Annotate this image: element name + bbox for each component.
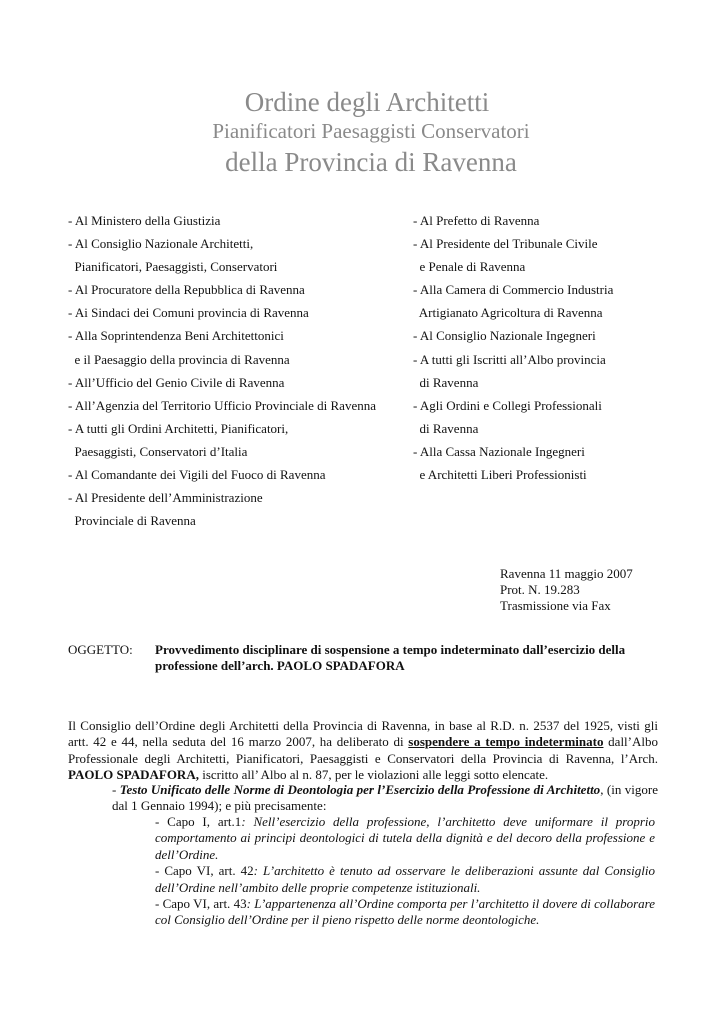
recipient-line: e Architetti Liberi Professionisti: [413, 467, 587, 483]
article-text: : Nell’esercizio della professione, l’architetto deve uniformare il proprio comportamento ai principi deontologici di tutela della dignità e del decoro della professione e dell’Ordine.: [155, 814, 656, 862]
recipient-line: e il Paesaggio della provincia di Ravenna: [68, 351, 290, 367]
regulation-reference: [112, 782, 658, 815]
recipient-line: - Al Prefetto di Ravenna: [413, 213, 540, 228]
letterhead-line-3: della Provincia di Ravenna: [225, 147, 517, 177]
letterhead-line-2: Pianificatori Paesaggisti Conservatori: [212, 119, 530, 143]
regulation-title: Testo Unificato delle Norme di Deontologia per l’Esercizio della Professione di Architetto: [119, 782, 601, 797]
body-text-part: dall’Albo Professionale degli Architetti, Pianificatori, Paesaggisti e Conservatori della Provincia di Ravenna, l’Arch.: [68, 734, 659, 766]
recipient-line: di Ravenna: [413, 420, 479, 436]
regulation-dash: -: [112, 782, 120, 797]
letterhead: [0, 86, 724, 179]
article-ref: - Capo VI, art. 43: [155, 896, 247, 912]
recipient-line: - Al Consiglio Nazionale Architetti,: [68, 236, 254, 252]
recipient-line: Pianificatori, Paesaggisti, Conservatori: [68, 259, 278, 275]
recipient-line: - Al Consiglio Nazionale Ingegneri: [413, 328, 596, 344]
recipient-line: - Al Comandante dei Vigili del Fuoco di Ravenna: [68, 467, 326, 483]
transmission-mode: Trasmissione via Fax: [500, 598, 611, 613]
recipient-line: - A tutti gli Iscritti all’Albo provincia: [413, 351, 606, 367]
body-emphasis: sospendere a tempo indeterminato: [408, 734, 604, 750]
recipient-line: - Al Presidente dell’Amministrazione: [68, 490, 263, 506]
body-paragraph: [68, 718, 658, 784]
recipient-line: - Alla Cassa Nazionale Ingegneri: [413, 443, 585, 459]
recipient-line: - A tutti gli Ordini Architetti, Pianificatori,: [68, 420, 289, 436]
recipient-line: di Ravenna: [413, 374, 479, 390]
protocol-number: Prot. N. 19.283: [500, 582, 580, 597]
recipients-left-column: [68, 209, 408, 532]
date-block: [500, 566, 633, 614]
recipient-line: - Alla Camera di Commercio Industria: [413, 282, 614, 298]
recipient-line: - Al Ministero della Giustizia: [68, 213, 221, 228]
recipient-line: - Alla Soprintendenza Beni Architettonici: [68, 328, 284, 344]
article-item: [155, 896, 655, 929]
place-date: Ravenna 11 maggio 2007: [500, 566, 633, 581]
recipient-line: Provinciale di Ravenna: [68, 513, 196, 529]
article-ref: - Capo I, art.1: [155, 814, 242, 829]
article-text: : L’architetto è tenuto ad osservare le deliberazioni assunte dal Consiglio dell’Ordine nell’ambito delle proprie competenze istituzionali.: [155, 863, 655, 895]
article-item: [155, 814, 655, 863]
recipient-line: Artigianato Agricoltura di Ravenna: [413, 305, 603, 321]
body-text-part: Il Consiglio dell’Ordine degli Architetti della Provincia di Ravenna, in base al R.D. n. 2537 del 1925, visti gli artt. 42 e 44, nella seduta del 16 marzo 2007, ha deliberato di: [68, 718, 658, 750]
recipient-line: - All’Agenzia del Territorio Ufficio Provinciale di Ravenna: [68, 397, 376, 413]
article-ref: - Capo VI, art. 42: [155, 863, 254, 879]
recipient-line: - Agli Ordini e Collegi Professionali: [413, 397, 602, 413]
regulation-rest: , (in vigore dal 1 Gennaio 1994); e più precisamente:: [112, 782, 658, 814]
letterhead-line-1: Ordine degli Architetti: [244, 87, 490, 117]
recipient-line: - Al Procuratore della Repubblica di Ravenna: [68, 282, 305, 298]
recipient-line: - All’Ufficio del Genio Civile di Ravenna: [68, 374, 285, 390]
recipient-line: Paesaggisti, Conservatori d’Italia: [68, 443, 248, 459]
article-text: : L’appartenenza all’Ordine comporta per l’architetto il dovere di collaborare col Consiglio dell’Ordine per il pieno rispetto delle norme deontologiche.: [155, 896, 655, 928]
recipient-line: - Al Presidente del Tribunale Civile: [413, 236, 598, 252]
architect-name: PAOLO SPADAFORA,: [68, 767, 199, 783]
subject-text: Provvedimento disciplinare di sospensione a tempo indeterminato dall’esercizio della professione dell’arch. PAOLO SPADAFORA: [155, 642, 626, 673]
body-text-part: iscritto all’ Albo al n. 87, per le violazioni alle leggi sotto elencate.: [198, 767, 549, 783]
subject-label: OGGETTO:: [68, 642, 133, 657]
recipients-right-column: [413, 209, 713, 486]
recipient-line: - Ai Sindaci dei Comuni provincia di Ravenna: [68, 305, 309, 321]
article-list: [155, 814, 655, 929]
recipient-line: e Penale di Ravenna: [413, 259, 526, 275]
article-item: [155, 863, 655, 896]
